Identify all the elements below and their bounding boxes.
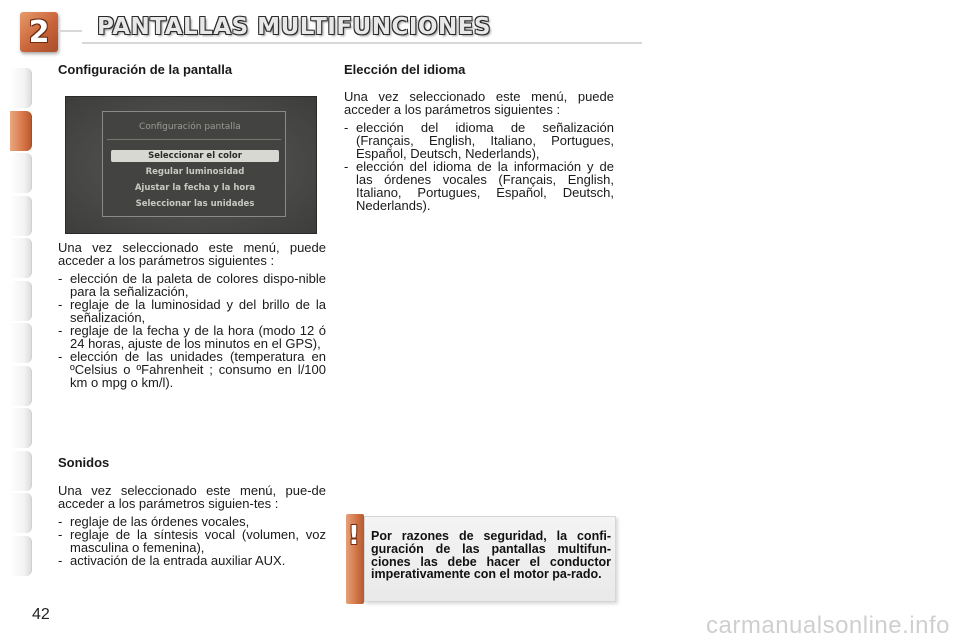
middle-column [344, 63, 614, 212]
sounds-intro: Una vez seleccionado este menú, pue-de acceder a los parámetros siguien-tes : [58, 483, 326, 511]
header-divider [58, 30, 82, 32]
sounds-section [58, 456, 326, 567]
screen-menu-item: Seleccionar las unidades [135, 199, 255, 209]
display-config-body [58, 241, 326, 389]
chapter-number: 2 [28, 14, 50, 50]
header-underline [82, 42, 642, 44]
display-config-list [58, 272, 326, 389]
chapter-badge [20, 12, 58, 52]
list-item: - elección del idioma de señalización (Français, English, Italiano, Portugues, Español, Deutsch, Nederlands), [344, 121, 614, 160]
safety-warning [346, 514, 616, 604]
page-number: 42 [32, 606, 50, 623]
left-column [58, 63, 326, 84]
display-config-intro: Una vez seleccionado este menú, puede acceder a los parámetros siguientes : [58, 240, 326, 268]
list-item: - reglaje de la fecha y de la hora (modo 12 ó 24 horas, ajuste de los minutos en el GPS), [58, 324, 326, 350]
chapter-tab-12[interactable] [10, 536, 32, 576]
screen-menu-item: Ajustar la fecha y la hora [134, 183, 256, 193]
list-item: - reglaje de la luminosidad y del brillo de la señalización, [58, 298, 326, 324]
chapter-tab-10[interactable] [10, 451, 32, 491]
screen-divider [107, 139, 281, 140]
page-title: PANTALLAS MULTIFUNCIONES [97, 14, 491, 40]
section-heading-display-config: Configuración de la pantalla [58, 62, 233, 77]
chapter-tab-4[interactable] [10, 196, 32, 236]
chapter-tab-7[interactable] [10, 323, 32, 363]
chapter-tabs [10, 68, 34, 578]
chapter-tab-11[interactable] [10, 493, 32, 533]
screen-menu-title: Configuración pantalla [139, 122, 241, 132]
chapter-tab-6[interactable] [10, 281, 32, 321]
warning-accent-bar [346, 514, 364, 604]
language-list [344, 121, 614, 212]
section-heading-language: Elección del idioma [344, 62, 466, 77]
language-intro: Una vez seleccionado este menú, puede acceder a los parámetros siguientes : [344, 89, 614, 117]
warning-text: Por razones de seguridad, la confi-guración de las pantallas multifun-ciones las debe hacer el conductor imperativamente con el motor pa-rado. [371, 529, 611, 582]
screen-menu-frame [102, 111, 286, 217]
exclamation-icon: ! [348, 521, 360, 551]
list-item: - reglaje de las órdenes vocales, [58, 515, 326, 528]
watermark: carmanualsonline.info [706, 612, 950, 639]
list-item: - elección de las unidades (temperatura en ºCelsius o ºFahrenheit ; consumo en l/100 km o mpg o km/l). [58, 350, 326, 389]
chapter-tab-9[interactable] [10, 408, 32, 448]
list-item: - elección de la paleta de colores dispo-nible para la señalización, [58, 272, 326, 298]
screen-menu-item: Regular luminosidad [145, 167, 245, 177]
chapter-tab-3[interactable] [10, 153, 32, 193]
chapter-tab-5[interactable] [10, 238, 32, 278]
chapter-tab-1[interactable] [10, 68, 32, 108]
chapter-tab-8[interactable] [10, 366, 32, 406]
list-item: - activación de la entrada auxiliar AUX. [58, 554, 326, 567]
warning-box [364, 516, 616, 602]
chapter-tab-2-active[interactable] [10, 111, 32, 151]
list-item: - reglaje de la síntesis vocal (volumen, voz masculina o femenina), [58, 528, 326, 554]
section-heading-sounds: Sonidos [58, 455, 110, 470]
sounds-list [58, 515, 326, 567]
display-screenshot [65, 96, 317, 234]
screen-menu-item-selected: Seleccionar el color [111, 150, 279, 162]
list-item: - elección del idioma de la información y de las órdenes vocales (Français, English, Italiano, Portugues, Español, Deutsch, Nederlands). [344, 160, 614, 212]
